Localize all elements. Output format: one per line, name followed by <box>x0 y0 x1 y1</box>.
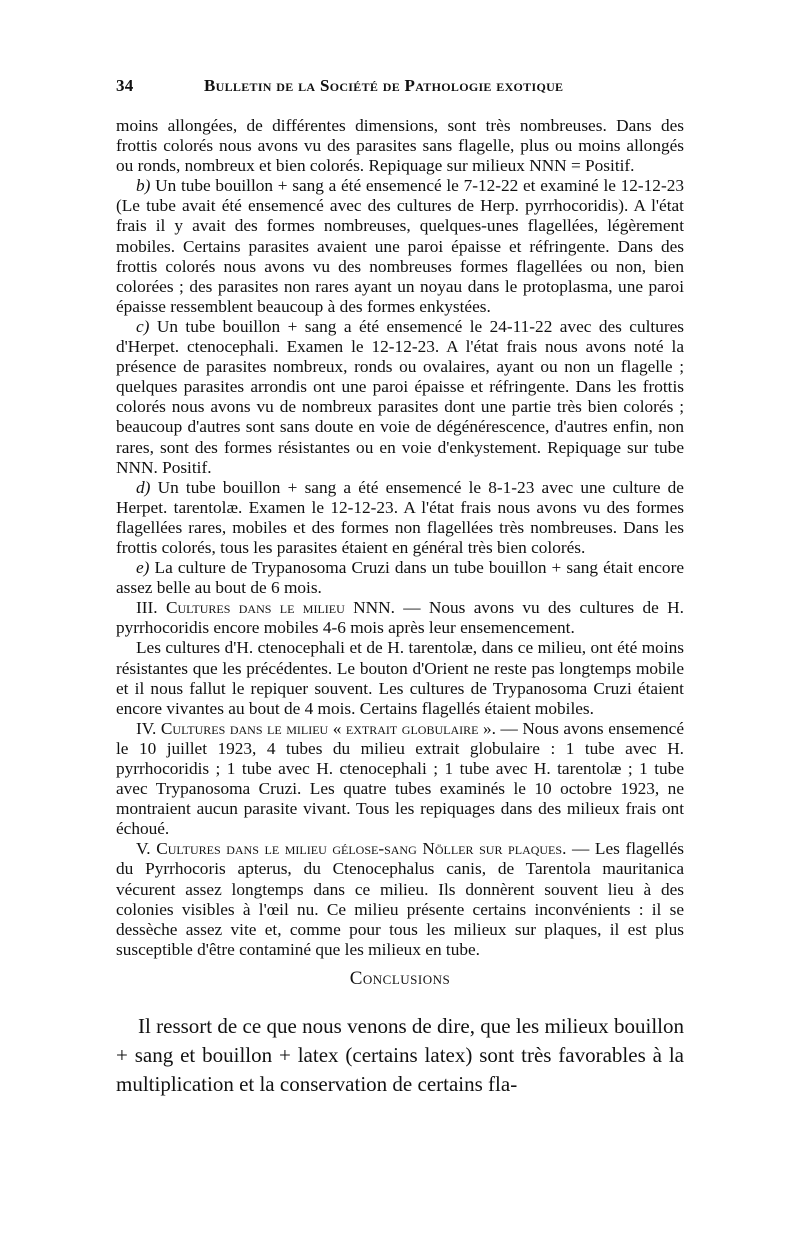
section-number: V. <box>136 839 151 859</box>
paragraph-text: — Les flagellés du Pyrrhocoris apterus, du Ctenocephalus canis, de Tarentola mauritanica vécurent assez longtemps dans ce milieu. Ils donnèrent souvent lieu à des colonies visibles à l'œil nu. Ce milieu présente certains inconvénients : il se dessèche assez vite et, comme pour tous les milieux sur plaques, il est plus susceptible d'être contaminé que les milieux en tube. <box>116 839 684 959</box>
paragraph-text: La culture de Trypanosoma Cruzi dans un tube bouillon + sang était encore assez belle au bout de 6 mois. <box>116 558 684 598</box>
conclusions-paragraph: Il ressort de ce que nous venons de dire, que les milieux bouillon + sang et bouillon + latex (certains latex) sont très favorables à la multiplication et la conservation de certains fla- <box>116 1014 684 1096</box>
conclusions-heading: Conclusions <box>349 968 451 989</box>
paragraph-text: — Nous avons ensemencé le 10 juillet 1923, 4 tubes du milieu extrait globulaire : 1 tube avec H. pyrrhocoridis ; 1 tube avec H. ctenocephali ; 1 tube avec H. tarentolæ ; 1 tube avec Trypanosoma Cruzi. Les quatre tubes examinés le 10 octobre 1923, ne montraient aucun parasite vivant. Tous les repiquages dans des milieux frais ont échoué. <box>116 718 684 839</box>
paragraph <box>116 116 684 176</box>
body-text <box>116 116 684 960</box>
section-heading: Cultures dans le milieu « extrait globulaire ». <box>160 718 496 738</box>
paragraph <box>116 638 684 718</box>
paragraph-lead: e) <box>136 558 150 578</box>
paragraph-text: Un tube bouillon + sang a été ensemencé le 8-1-23 avec une culture de Herpet. tarentolæ. Examen le 12-12-23. A l'état frais nous avons vu des formes flagellées rares, mobiles et des formes non flagellées très nombreuses. Dans les frottis colorés, tous les parasites étaient en général très bien colorés. <box>116 477 684 557</box>
section-paragraph <box>116 839 684 960</box>
section-heading: Cultures dans le milieu NNN. <box>165 598 395 618</box>
page-header <box>116 76 684 100</box>
paragraph <box>116 317 684 478</box>
section-number: III. <box>136 598 158 618</box>
paragraph-lead: d) <box>136 477 151 497</box>
paragraph <box>116 176 684 317</box>
paragraph-text: Un tube bouillon + sang a été ensemencé le 7-12-22 et examiné le 12-12-23 (Le tube avait été ensemencé avec des cultures de Herp. pyrrhocoridis). A l'état frais il y avait des formes nombreuses, quelques-unes flagellées, légèrement mobiles. Certains parasites avaient une paroi épaisse et réfringente. Dans des frottis colorés nous avons vu des nombreuses formes flagellées ou non, bien colorées ; des parasites non rares ayant un noyau dans le protoplasma, une paroi épaisse ressemblent beaucoup à des formes enkystées. <box>116 176 684 316</box>
paragraph-lead: b) <box>136 176 151 196</box>
paragraph-text: moins allongées, de différentes dimensions, sont très nombreuses. Dans des frottis colorés nous avons vu des parasites sans flagelle, plus ou moins allongés ou ronds, nombreux et bien colorés. Repiquage sur milieux NNN = Positif. <box>116 116 684 176</box>
paragraph-lead: c) <box>136 316 150 336</box>
paragraph <box>116 558 684 598</box>
paragraph-text: — Nous avons vu des cultures de H. pyrrhocoridis encore mobiles 4-6 mois après leur ensemencement. <box>116 598 684 638</box>
paragraph-text: Les cultures d'H. ctenocephali et de H. tarentolæ, dans ce milieu, ont été moins résistantes que les précédentes. Le bouton d'Orient ne reste pas longtemps mobile et il nous fallut le repiquer souvent. Les cultures de Trypanosoma Cruzi étaient encore vivantes au bout de 4 mois. Certains flagellés étaient mobiles. <box>116 638 684 718</box>
page-number: 34 <box>116 76 134 95</box>
running-title: Bulletin de la Société de Pathologie exotique <box>204 76 564 95</box>
conclusions-body <box>116 1012 684 1099</box>
paragraph-text: Un tube bouillon + sang a été ensemencé le 24-11-22 avec des cultures d'Herpet. ctenocephali. Examen le 12-12-23. A l'état frais nous avons noté la présence de parasites nombreux, ronds ou ovalaires, ayant ou non un flagelle ; quelques parasites arrondis ont une paroi épaisse et réfringente. Dans les frottis colorés nous avons vu de nombreux parasites dont une partie très bien colorés ; beaucoup d'autres sont sans doute en voie de dégénérescence, d'autres enfin, non rares, sont des formes résistantes ou en voie d'enkystement. Repiquage sur tube NNN. Positif. <box>116 316 684 477</box>
section-heading: Cultures dans le milieu gélose-sang Nöller sur plaques. <box>156 839 567 859</box>
paragraph <box>116 478 684 558</box>
section-number: IV. <box>136 718 157 738</box>
section-paragraph <box>116 719 684 840</box>
section-paragraph <box>116 598 684 638</box>
